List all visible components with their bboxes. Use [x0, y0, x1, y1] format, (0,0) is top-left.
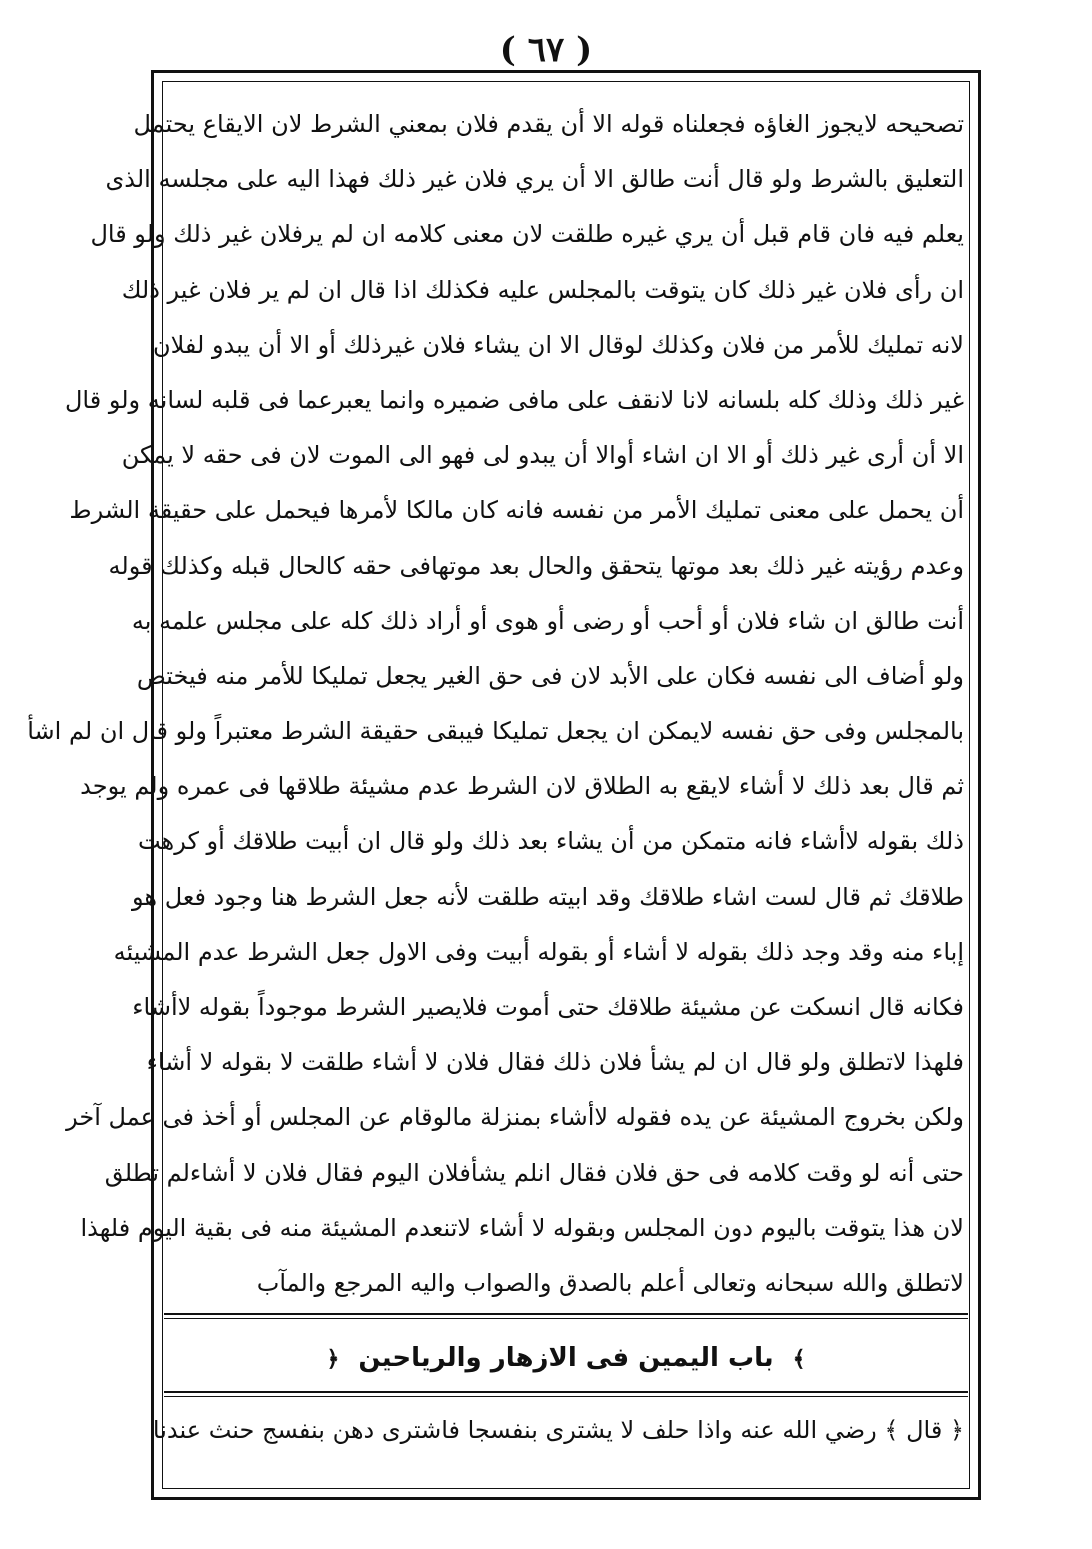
ornament-icon-left: ﴿ [326, 1347, 340, 1372]
ornament-icon-right: ﴾ [792, 1347, 806, 1372]
text-line: تصحيحه لايجوز الغاؤه فجعلناه قوله الا أن يقدم فلان بمعني الشرط لان الايقاع يحتمل [133, 110, 964, 138]
text-line: بالمجلس وفى حق نفسه لايمكن ان يجعل تمليكا فيبقى حقيقة الشرط معتبراً ولو قال ان لم اشأ [27, 717, 964, 746]
text-line: لان هذا يتوقت باليوم دون المجلس وبقوله لا أشاء لاتنعدم المشيئة منه فى بقية اليوم فلهذا [80, 1213, 964, 1242]
section-heading: باب اليمين فى الازهار والرياحين [358, 1343, 774, 1373]
text-line: طلاقك ثم قال لست اشاء طلاقك وقد ابيته طلقت لأنه جعل الشرط هنا وجود فعل هو [132, 882, 964, 911]
text-line: حتى أنه لو وقت كلامه فى حق فلان فقال انلم يشأفلان اليوم فقال فلان لا أشاءلم تطلق [104, 1158, 964, 1187]
text-line-last: لاتطلق والله سبحانه وتعالى أعلم بالصدق والصواب واليه المرجع والمآب [256, 1268, 964, 1297]
text-line: فكانه قال انسكت عن مشيئة طلاقك حتى أموت فلايصير الشرط موجوداً بقوله لاأشاء [132, 993, 964, 1021]
opening-line-next-section: ﴿ قال ﴾ رضي الله عنه واذا حلف لا يشترى بنفسجا فاشترى دهن بنفسج حنث عندنا [152, 1416, 964, 1444]
text-line: أن يحمل على معنى تمليك الأمر من نفسه فانه كان مالكا لأمرها فيحمل على حقيقة الشرط [69, 496, 964, 525]
text-line: لانه تمليك للأمر من فلان وكذلك لوقال الا ان يشاء فلان غيرذلك أو الا أن يبدو لفلان [152, 330, 964, 359]
text-line: فلهذا لاتطلق ولو قال ان لم يشأ فلان ذلك فقال فلان لا أشاء طلقت لا بقوله لا أشاء [146, 1048, 964, 1077]
text-line: غير ذلك وذلك كله بلسانه لانا لانقف على مافى ضميره وانما يعبرعما فى قلبه لسانه ولو قال [64, 385, 964, 414]
section-divider-top [164, 1313, 968, 1315]
text-line: يعلم فيه فان قام قبل أن يري غيره طلقت لان معنى كلامه ان لم يرفلان غير ذلك ولو قال [90, 220, 964, 249]
text-line: ولكن بخروج المشيئة عن يده فقوله لاأشاء بمنزلة مالوقام عن المجلس أو أخذ فى عمل آخر [66, 1103, 964, 1132]
text-line: التعليق بالشرط ولو قال أنت طالق الا أن يري فلان غير ذلك فهذا اليه على مجلسه الذى [105, 165, 964, 194]
text-line: وعدم رؤيته غير ذلك بعد موتها يتحقق والحال بعد موتهافى حقه كالحال قبله وكذلك قوله [108, 551, 964, 580]
section-heading-row [154, 1328, 978, 1388]
text-line: أنت طالق ان شاء فلان أو أحب أو رضى أو هوى أو أراد ذلك كله على مجلس علمه به [131, 606, 964, 635]
text-line: الا أن أرى غير ذلك أو الا ان اشاء أوالا أن يبدو لى فهو الى الموت لان فى حقه لا يمكن [121, 441, 964, 470]
text-line: ذلك بقوله لاأشاء فانه متمكن من أن يشاء بعد ذلك ولو قال ان أبيت طلاقك أو كرهت [137, 827, 964, 856]
body-text [27, 97, 978, 1311]
page-number: ( ٦٧ ) [499, 30, 593, 70]
text-line: ثم قال بعد ذلك لا أشاء لايقع به الطلاق لان الشرط عدم مشيئة طلاقها فى عمره ولم يوجد [80, 772, 964, 801]
section-divider-bottom [164, 1391, 968, 1393]
text-line: إباء منه وقد وجد ذلك بقوله لا أشاء أو بقوله أبيت وفى الاول جعل الشرط عدم المشيئه [113, 937, 964, 966]
text-line: ولو أضاف الى نفسه فكان على الأبد لان فى حق الغير يجعل تمليكا للأمر منه فيختص [136, 661, 964, 690]
page-frame [27, 70, 981, 1500]
text-line: ان رأى فلان غير ذلك كان يتوقت بالمجلس عليه فكذلك اذا قال ان لم ير فلان غير ذلك [121, 275, 964, 304]
